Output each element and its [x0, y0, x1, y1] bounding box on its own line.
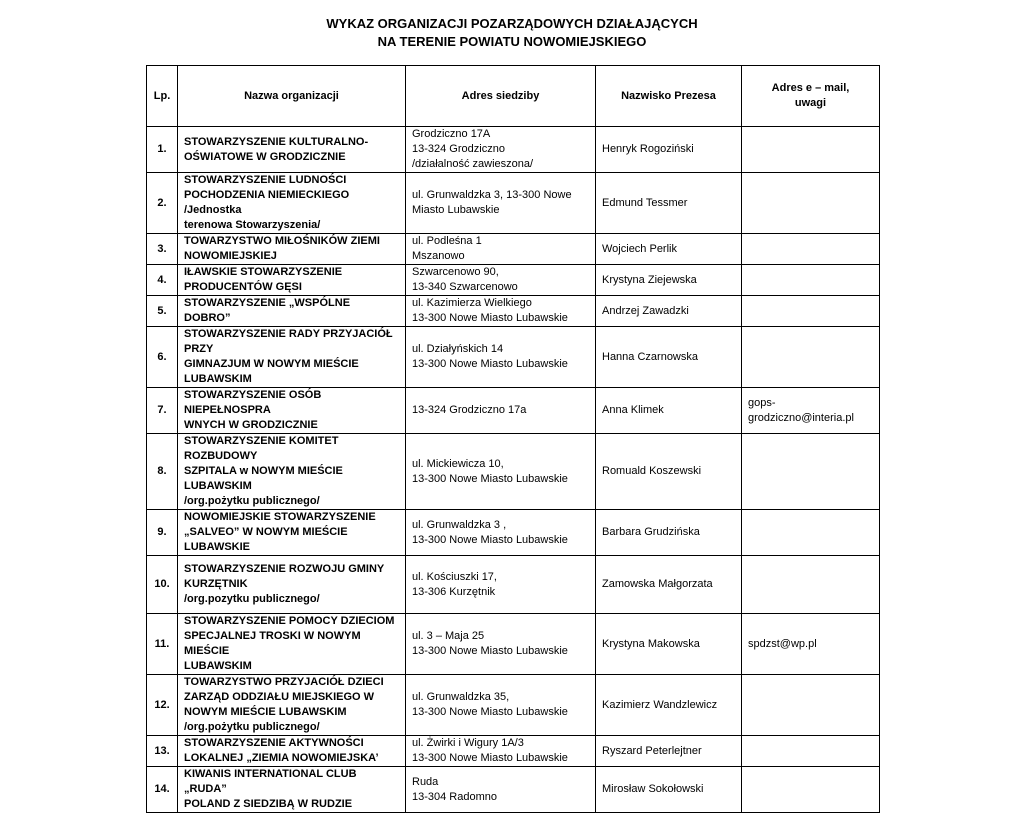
table-row: [147, 675, 880, 736]
organization-address: ul. Żwirki i Wigury 1A/3 13-300 Nowe Miasto Lubawskie: [406, 736, 596, 767]
row-number: 12.: [147, 675, 178, 736]
organization-name: STOWARZYSZENIE POMOCY DZIECIOM SPECJALNEJ TROSKI W NOWYM MIEŚCIE LUBAWSKIM: [178, 614, 406, 675]
president-name: Andrzej Zawadzki: [596, 296, 742, 327]
row-number: 1.: [147, 127, 178, 173]
title-line-1: WYKAZ ORGANIZACJI POZARZĄDOWYCH DZIAŁAJĄCYCH: [326, 16, 698, 31]
organization-address: ul. 3 – Maja 25 13-300 Nowe Miasto Lubawskie: [406, 614, 596, 675]
email-notes: [742, 675, 880, 736]
row-number: 8.: [147, 434, 178, 510]
email-notes: [742, 510, 880, 556]
president-name: Krystyna Ziejewska: [596, 265, 742, 296]
header-address: Adres siedziby: [406, 66, 596, 127]
table-row: [147, 510, 880, 556]
row-number: 11.: [147, 614, 178, 675]
row-number: 6.: [147, 327, 178, 388]
email-notes: [742, 127, 880, 173]
email-notes: [742, 234, 880, 265]
organization-address: 13-324 Grodziczno 17a: [406, 388, 596, 434]
president-name: Barbara Grudzińska: [596, 510, 742, 556]
president-name: Wojciech Perlik: [596, 234, 742, 265]
table-row: [147, 173, 880, 234]
president-name: Krystyna Makowska: [596, 614, 742, 675]
organization-address: ul. Podleśna 1 Mszanowo: [406, 234, 596, 265]
email-notes: [742, 173, 880, 234]
row-number: 9.: [147, 510, 178, 556]
organization-name: TOWARZYSTWO PRZYJACIÓŁ DZIECI ZARZĄD ODDZIAŁU MIEJSKIEGO W NOWYM MIEŚCIE LUBAWSKIM /org.pożytku publicznego/: [178, 675, 406, 736]
president-name: Anna Klimek: [596, 388, 742, 434]
organization-address: ul. Działyńskich 14 13-300 Nowe Miasto Lubawskie: [406, 327, 596, 388]
organization-address: ul. Mickiewicza 10, 13-300 Nowe Miasto Lubawskie: [406, 434, 596, 510]
email-notes: [742, 736, 880, 767]
organization-name: STOWARZYSZENIE LUDNOŚCI POCHODZENIA NIEMIECKIEGO /Jednostka terenowa Stowarzyszenia/: [178, 173, 406, 234]
email-notes: spdzst@wp.pl: [742, 614, 880, 675]
table-row: [147, 234, 880, 265]
table-row: [147, 388, 880, 434]
email-notes: [742, 434, 880, 510]
header-email-notes: Adres e – mail, uwagi: [742, 66, 880, 127]
organization-name: STOWARZYSZENIE ROZWOJU GMINY KURZĘTNIK /org.pozytku publicznego/: [178, 556, 406, 614]
email-notes: [742, 265, 880, 296]
header-lp: Lp.: [147, 66, 178, 127]
organization-name: STOWARZYSZENIE KOMITET ROZBUDOWY SZPITALA w NOWYM MIEŚCIE LUBAWSKIM /org.pożytku publicznego/: [178, 434, 406, 510]
president-name: Mirosław Sokołowski: [596, 767, 742, 813]
table-row: [147, 767, 880, 813]
organization-name: STOWARZYSZENIE OSÓB NIEPEŁNOSPRA WNYCH W GRODZICZNIE: [178, 388, 406, 434]
table-row: [147, 556, 880, 614]
organization-address: ul. Grunwaldzka 3, 13-300 Nowe Miasto Lubawskie: [406, 173, 596, 234]
organization-address: ul. Kościuszki 17, 13-306 Kurzętnik: [406, 556, 596, 614]
email-notes: [742, 296, 880, 327]
table-row: [147, 434, 880, 510]
organization-name: STOWARZYSZENIE RADY PRZYJACIÓŁ PRZY GIMNAZJUM W NOWYM MIEŚCIE LUBAWSKIM: [178, 327, 406, 388]
president-name: Hanna Czarnowska: [596, 327, 742, 388]
document-title: [0, 15, 1024, 51]
organization-address: ul. Grunwaldzka 35, 13-300 Nowe Miasto Lubawskie: [406, 675, 596, 736]
president-name: Zamowska Małgorzata: [596, 556, 742, 614]
organization-name: STOWARZYSZENIE KULTURALNO- OŚWIATOWE W GRODZICZNIE: [178, 127, 406, 173]
president-name: Henryk Rogoziński: [596, 127, 742, 173]
organization-name: TOWARZYSTWO MIŁOŚNIKÓW ZIEMI NOWOMIEJSKIEJ: [178, 234, 406, 265]
organization-address: ul. Grunwaldzka 3 , 13-300 Nowe Miasto Lubawskie: [406, 510, 596, 556]
title-line-2: NA TERENIE POWIATU NOWOMIEJSKIEGO: [377, 34, 647, 49]
table-row: [147, 736, 880, 767]
president-name: Romuald Koszewski: [596, 434, 742, 510]
organization-name: STOWARZYSZENIE „WSPÓLNE DOBRO”: [178, 296, 406, 327]
header-organization-name: Nazwa organizacji: [178, 66, 406, 127]
email-notes: [742, 767, 880, 813]
row-number: 10.: [147, 556, 178, 614]
row-number: 4.: [147, 265, 178, 296]
row-number: 7.: [147, 388, 178, 434]
table-row: [147, 265, 880, 296]
organization-name: NOWOMIEJSKIE STOWARZYSZENIE „SALVEO” W NOWYM MIEŚCIE LUBAWSKIE: [178, 510, 406, 556]
email-notes: gops- grodziczno@interia.pl: [742, 388, 880, 434]
email-notes: [742, 556, 880, 614]
row-number: 2.: [147, 173, 178, 234]
organization-address: Szwarcenowo 90, 13-340 Szwarcenowo: [406, 265, 596, 296]
row-number: 14.: [147, 767, 178, 813]
organization-name: KIWANIS INTERNATIONAL CLUB „RUDA” POLAND Z SIEDZIBĄ W RUDZIE: [178, 767, 406, 813]
email-notes: [742, 327, 880, 388]
table-row: [147, 127, 880, 173]
table-row: [147, 614, 880, 675]
organization-name: STOWARZYSZENIE AKTYWNOŚCI LOKALNEJ „ZIEMIA NOWOMIEJSKA’: [178, 736, 406, 767]
table-row: [147, 327, 880, 388]
table-row: [147, 296, 880, 327]
president-name: Kazimierz Wandzlewicz: [596, 675, 742, 736]
header-president: Nazwisko Prezesa: [596, 66, 742, 127]
organization-name: IŁAWSKIE STOWARZYSZENIE PRODUCENTÓW GĘSI: [178, 265, 406, 296]
row-number: 3.: [147, 234, 178, 265]
president-name: Edmund Tessmer: [596, 173, 742, 234]
row-number: 5.: [147, 296, 178, 327]
organizations-table: [146, 65, 880, 813]
organization-address: ul. Kazimierza Wielkiego 13-300 Nowe Miasto Lubawskie: [406, 296, 596, 327]
row-number: 13.: [147, 736, 178, 767]
table-body: [147, 127, 880, 813]
president-name: Ryszard Peterlejtner: [596, 736, 742, 767]
table-header-row: [147, 66, 880, 127]
organization-address: Ruda 13-304 Radomno: [406, 767, 596, 813]
organization-address: Grodziczno 17A 13-324 Grodziczno /działalność zawieszona/: [406, 127, 596, 173]
